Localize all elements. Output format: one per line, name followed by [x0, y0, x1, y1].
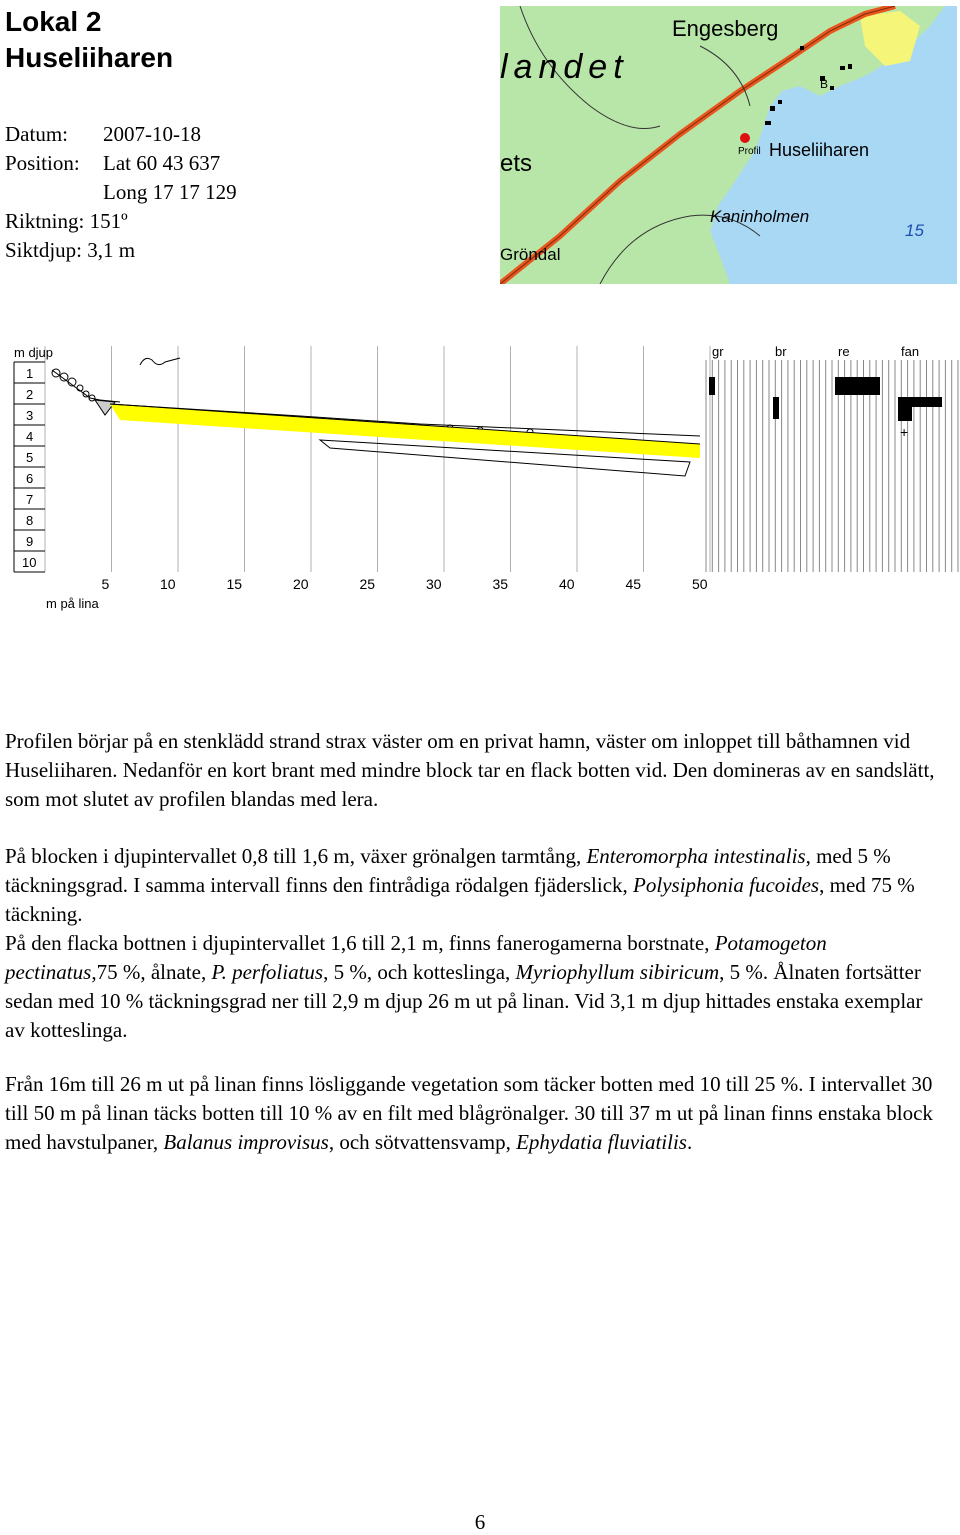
riktning-label: Riktning: — [5, 209, 85, 233]
title-line-1: Lokal 2 — [5, 6, 102, 37]
lat-value: Lat 60 43 637 — [103, 151, 221, 175]
map-label-b: B — [820, 77, 829, 91]
vegetation-column-label: re — [838, 344, 850, 359]
p3-g: , 5 %. Ålnaten fortsätter sedan med 10 % täckningsgrad ner till 2,9 m djup 26 m ut på linan. Vid 3,1 m djup hittades enstaka exemplar av kotteslinga. — [5, 960, 923, 1042]
p3-a: På den flacka bottnen i djupintervallet 1,6 till 2,1 m, finns fanerogamerna borstnate, — [5, 931, 715, 955]
p3-f: Myriophyllum sibiricum — [515, 960, 720, 984]
veg-bar-gr — [709, 377, 715, 395]
distance-tick-label: 40 — [559, 576, 575, 592]
siktdjup-value: 3,1 m — [87, 238, 136, 262]
map-label-profil: Profil — [738, 146, 761, 157]
p2-d: Polysiphonia fucoides — [633, 873, 820, 897]
depth-tick-labels — [22, 366, 36, 570]
map-label-ets: ets — [500, 150, 533, 177]
p2-c: , med 5 % täckningsgrad. I samma intervall finns den fintrådiga rödalgen fjäderslick, — [5, 844, 891, 897]
vegetation-column-label: gr — [712, 344, 724, 359]
veg-bar-br — [773, 397, 779, 419]
siktdjup-label: Siktdjup: — [5, 238, 83, 262]
distance-tick-label: 5 — [101, 576, 110, 592]
position-label: Position: — [5, 151, 80, 175]
distance-tick-label: 25 — [359, 576, 376, 592]
long-value: Long 17 17 129 — [103, 180, 237, 204]
distance-tick-label: 50 — [692, 576, 708, 592]
profile-svg — [0, 340, 960, 620]
p4-a: Från 16m till 26 m ut på linan finns lösliggande vegetation som täcker botten med 10 till 25 %. I intervallet 30 till 50 m på linan täcks botten till 10 % av en filt med blågrönalger. 30 till 37 m ut på linan finns enstaka block med havstulpaner, — [5, 1072, 933, 1154]
profile-marker-icon — [740, 133, 750, 143]
map-label-grondal: Gröndal — [500, 245, 561, 264]
distance-tick-labels — [102, 576, 708, 592]
depth-tick-label: 6 — [26, 471, 34, 486]
veg-bar-fan-2 — [898, 397, 912, 421]
paragraph-1-text: Profilen börjar på en stenklädd strand strax väster om en privat hamn, väster om inloppet till båthamnen vid Huseliiharen. Nedanför en kort brant med mindre block tar en flack botten vid. Den domineras av en sandslätt, som mot slutet av profilen blandas med lera. — [5, 729, 935, 811]
long-row — [5, 178, 237, 207]
distance-axis-label: m på lina — [46, 596, 99, 611]
depth-tick-label: 9 — [26, 534, 34, 549]
depth-tick-label: 5 — [26, 450, 34, 465]
distance-tick-label: 30 — [426, 576, 442, 592]
page-title — [5, 4, 173, 76]
position-row — [5, 149, 237, 178]
map-label-huseliiharen: Huseliiharen — [769, 140, 870, 160]
distance-tick-label: 35 — [492, 576, 509, 592]
depth-tick-label: 10 — [22, 555, 37, 570]
depth-tick-label: 4 — [26, 429, 34, 444]
veg-bar-re — [835, 377, 880, 395]
datum-row — [5, 120, 237, 149]
site-metadata — [5, 120, 237, 265]
p3-b: Potamogeton pectinatus — [5, 931, 827, 984]
p2-b: Enteromorpha intestinalis — [586, 844, 806, 868]
p3-e: , 5 %, och kotteslinga, — [323, 960, 516, 984]
map-label-landet: landet — [500, 48, 629, 86]
plus-mark: + — [900, 424, 909, 440]
map-svg — [500, 6, 957, 284]
paragraph-1 — [5, 727, 935, 814]
p2-a: På blocken i djupintervallet 0,8 till 1,6 m, växer grönalgen tarmtång, — [5, 844, 587, 868]
vegetation-column-label: br — [775, 344, 787, 359]
depth-tick-label: 1 — [26, 366, 34, 381]
p4-b: Balanus improvisus — [163, 1130, 329, 1154]
riktning-value: 151º — [89, 209, 128, 233]
vegetation-column-label: fan — [901, 344, 920, 359]
distance-tick-label: 45 — [625, 576, 642, 592]
depth-tick-label: 2 — [26, 387, 34, 402]
datum-value: 2007-10-18 — [103, 122, 201, 146]
profile-grid-vertical — [45, 346, 710, 572]
map-label-number: 15 — [905, 221, 924, 240]
p4-d: Ephydatia fluviatilis — [516, 1130, 687, 1154]
p4-e: . — [686, 1130, 693, 1154]
depth-tick-label: 3 — [26, 408, 34, 423]
depth-tick-label: 8 — [26, 513, 34, 528]
distance-tick-label: 15 — [226, 576, 243, 592]
vegetation-grid — [706, 360, 958, 572]
shore-squiggle — [140, 358, 180, 365]
p3-c: ,75 %, ålnate, — [91, 960, 212, 984]
p3-d: P. perfoliatus — [211, 960, 324, 984]
paragraph-4 — [5, 1070, 935, 1157]
paragraph-2 — [5, 842, 935, 1045]
title-line-2: Huseliiharen — [5, 42, 174, 73]
riktning-row — [5, 207, 237, 236]
sand-layer — [110, 404, 700, 458]
depth-axis-label: m djup — [14, 345, 54, 360]
depth-tick-label: 7 — [26, 492, 34, 507]
map-label-engesberg: Engesberg — [672, 16, 779, 41]
map-label-kaninholmen: Kaninholmen — [710, 207, 810, 226]
vegetation-column-labels — [712, 344, 919, 359]
siktdjup-row — [5, 236, 237, 265]
p2-e: , med 75 % täckning. — [5, 873, 915, 926]
depth-profile — [0, 340, 960, 620]
datum-label: Datum: — [5, 122, 68, 146]
distance-tick-label: 10 — [160, 576, 176, 592]
location-map — [500, 6, 957, 284]
p4-c: , och sötvattensvamp, — [328, 1130, 517, 1154]
distance-tick-label: 20 — [293, 576, 309, 592]
page-number: 6 — [474, 1510, 486, 1534]
